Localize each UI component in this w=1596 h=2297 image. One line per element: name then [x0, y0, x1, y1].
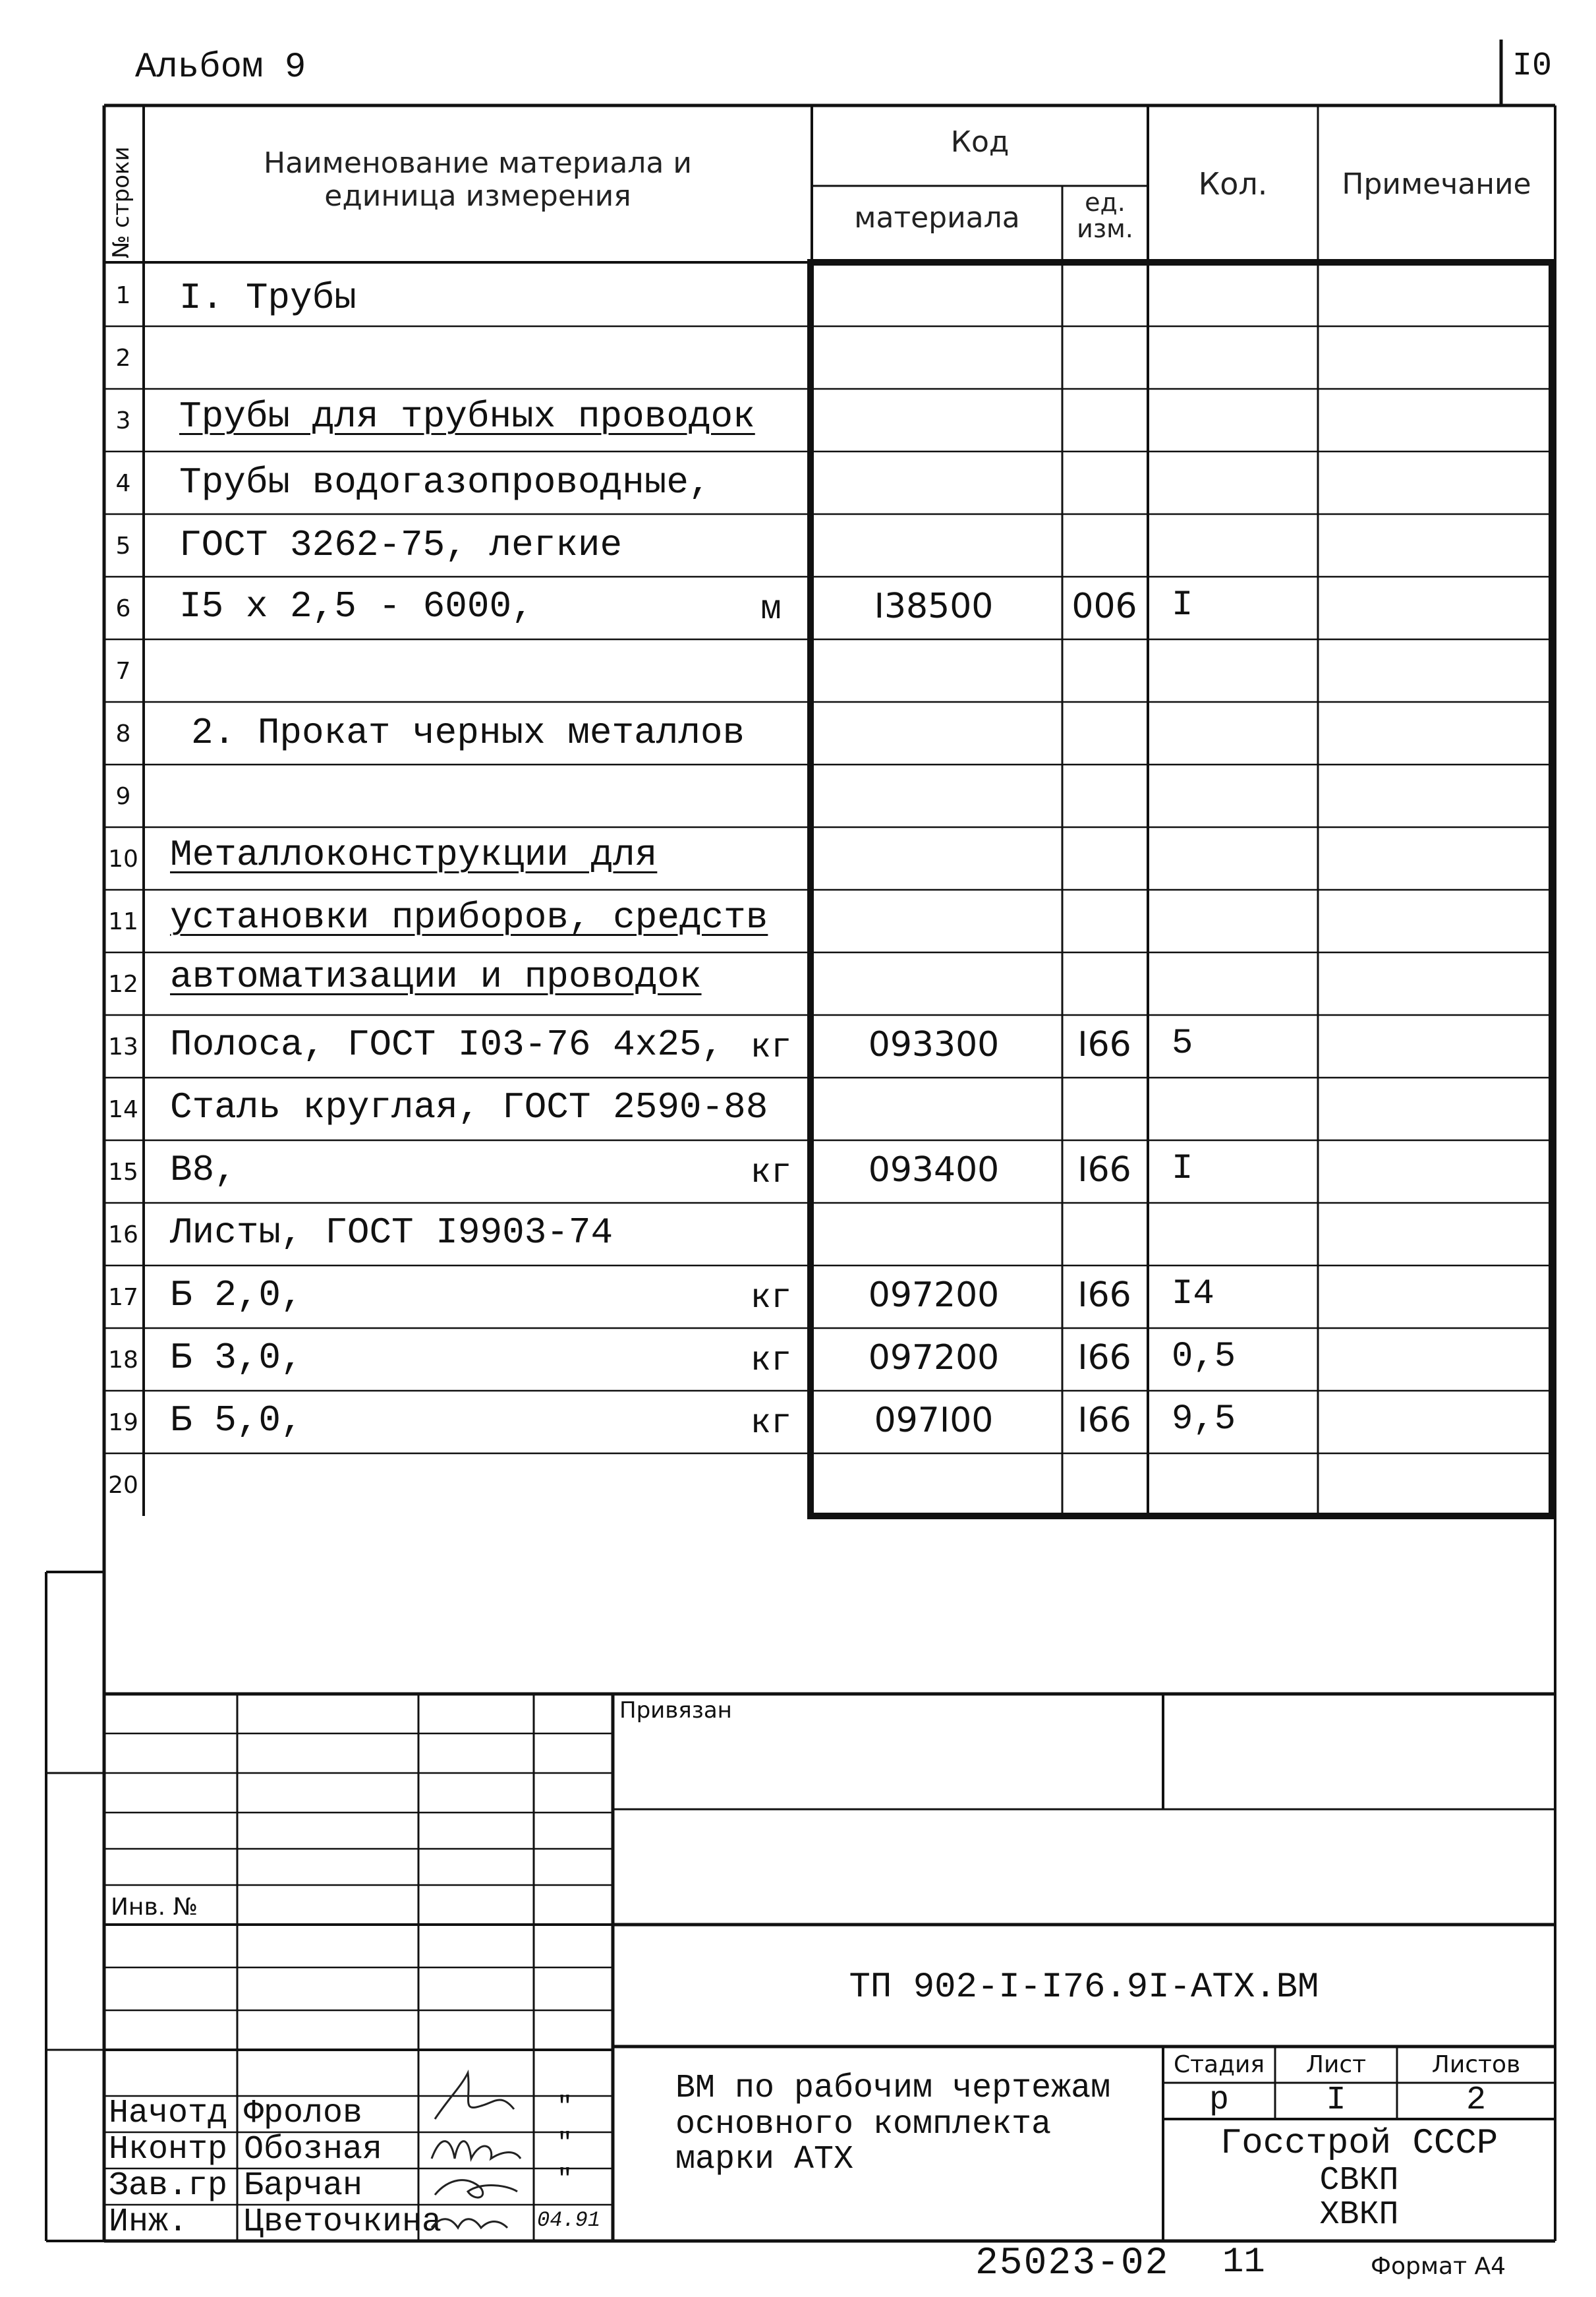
row-material-code: I38500 — [874, 587, 994, 626]
row-number: 3 — [115, 407, 131, 434]
row-name: Б 5,0, — [170, 1399, 303, 1441]
row-number: 7 — [115, 658, 131, 685]
row-name: Листы, ГОСТ I9903-74 — [170, 1211, 613, 1254]
row-number: 1 — [115, 282, 131, 309]
row-number: 13 — [108, 1033, 138, 1061]
row-name: Б 2,0, — [170, 1274, 303, 1316]
row-material-code: 093400 — [868, 1150, 1000, 1190]
row-number: 17 — [108, 1284, 138, 1311]
signature-role: Зав.гр — [109, 2167, 228, 2205]
row-name: автоматизации и проводок — [170, 956, 702, 998]
sheets-label: Листов — [1431, 2051, 1521, 2078]
row-number: 5 — [115, 533, 131, 560]
header-material: материала — [854, 201, 1020, 235]
stage-label: Стадия — [1173, 2051, 1265, 2078]
header-code: Код — [950, 125, 1010, 159]
row-number: 8 — [115, 720, 131, 747]
header-unit-line1: ед. — [1085, 188, 1126, 217]
description-line1: ВМ по рабочим чертежам — [675, 2070, 1111, 2107]
row-number: 4 — [115, 470, 131, 497]
row-unit: кг — [750, 1279, 792, 1318]
row-number: 10 — [108, 846, 138, 873]
header-qty: Кол. — [1198, 166, 1268, 202]
row-unit: м — [760, 590, 782, 629]
privyazan-label: Привязан — [619, 1697, 732, 1724]
row-quantity: 5 — [1172, 1024, 1193, 1064]
row-unit: кг — [750, 1341, 792, 1380]
row-unit-code: I66 — [1077, 1150, 1131, 1190]
row-name: Полоса, ГОСТ I03-76 4х25, — [170, 1024, 724, 1066]
organization-line3: ХВКП — [1319, 2196, 1399, 2234]
document-code: ТП 902-I-I76.9I-АТХ.ВМ — [849, 1967, 1319, 2008]
row-number: 19 — [108, 1409, 138, 1436]
row-number: 14 — [108, 1096, 138, 1123]
signature-role: Нконтр — [109, 2131, 228, 2168]
row-name: Трубы для трубных проводок — [179, 395, 755, 438]
row-unit-code: I66 — [1077, 1401, 1131, 1440]
copy-mark: 11 — [1222, 2242, 1265, 2282]
row-number: 15 — [108, 1159, 138, 1186]
row-name: Трубы водогазопроводные, — [179, 461, 711, 504]
header-row-number: № строки — [108, 146, 134, 258]
signature-name: Барчан — [244, 2167, 363, 2205]
signature-name: Фролов — [244, 2095, 363, 2132]
row-name: ГОСТ 3262-75, легкие — [179, 524, 623, 566]
handwritten-signatures — [422, 2060, 534, 2241]
row-quantity: I — [1172, 1149, 1193, 1189]
signature-role: Инж. — [109, 2203, 188, 2241]
row-number: 20 — [108, 1472, 138, 1499]
signature-name: Обозная — [244, 2131, 383, 2168]
signature-name: Цветочкина — [244, 2203, 442, 2241]
row-number: 11 — [108, 908, 138, 935]
sheet-label: Лист — [1305, 2051, 1367, 2078]
header-unit-line2: изм. — [1077, 214, 1133, 243]
sheets-value: 2 — [1466, 2081, 1486, 2119]
format-label: Формат А4 — [1371, 2253, 1506, 2280]
row-unit: кг — [750, 1404, 792, 1443]
row-number: 6 — [115, 595, 131, 622]
row-unit-code: I66 — [1077, 1338, 1131, 1378]
sheet-value: I — [1326, 2081, 1346, 2119]
signature-date: " — [557, 2093, 573, 2122]
row-name: В8, — [170, 1149, 237, 1191]
header-note: Примечание — [1342, 167, 1531, 201]
header-name-line1: Наименование материала и — [264, 146, 692, 180]
row-name: Б 3,0, — [170, 1337, 303, 1379]
signature-date: " — [557, 2165, 573, 2195]
signature-role: Начотд — [109, 2095, 228, 2132]
row-material-code: 097200 — [868, 1275, 1000, 1315]
row-name: I5 х 2,5 - 6000, — [179, 585, 534, 627]
row-unit-code: 006 — [1071, 587, 1137, 626]
row-unit-code: I66 — [1077, 1275, 1131, 1315]
row-name: Металлоконструкции для — [170, 834, 658, 876]
row-material-code: 097I00 — [874, 1401, 994, 1440]
row-name: установки приборов, средств — [170, 896, 768, 939]
row-name: I. Трубы — [179, 277, 356, 319]
signature-date: " — [557, 2129, 573, 2159]
row-unit: кг — [750, 1028, 792, 1067]
inv-number-label: Инв. № — [111, 1894, 198, 1921]
row-number: 16 — [108, 1221, 138, 1248]
row-unit: кг — [750, 1153, 792, 1192]
description-line2: основного комплекта — [675, 2106, 1052, 2143]
row-number: 18 — [108, 1347, 138, 1374]
header-name-line2: единица измерения — [324, 179, 631, 213]
album-label: Альбом 9 — [135, 47, 306, 88]
row-material-code: 097200 — [868, 1338, 1000, 1378]
row-quantity: I — [1172, 585, 1193, 625]
row-unit-code: I66 — [1077, 1025, 1131, 1064]
sheet-number: I0 — [1512, 47, 1553, 85]
stage-value: р — [1209, 2081, 1229, 2119]
row-material-code: 093300 — [868, 1025, 1000, 1064]
row-number: 12 — [108, 971, 138, 998]
row-number: 2 — [115, 345, 131, 372]
row-quantity: I4 — [1172, 1274, 1214, 1314]
archive-number: 25023-02 — [975, 2242, 1170, 2285]
row-name: 2. Прокат черных металлов — [191, 712, 745, 754]
signature-date: 04.91 — [537, 2208, 601, 2232]
row-name: Сталь круглая, ГОСТ 2590-88 — [170, 1086, 768, 1128]
row-quantity: 0,5 — [1172, 1337, 1236, 1377]
description-line3: марки АТХ — [675, 2141, 854, 2178]
organization-line2: СВКП — [1319, 2162, 1399, 2199]
organization-line1: Госстрой СССР — [1220, 2124, 1498, 2164]
row-quantity: 9,5 — [1172, 1399, 1236, 1439]
row-number: 9 — [115, 783, 131, 810]
